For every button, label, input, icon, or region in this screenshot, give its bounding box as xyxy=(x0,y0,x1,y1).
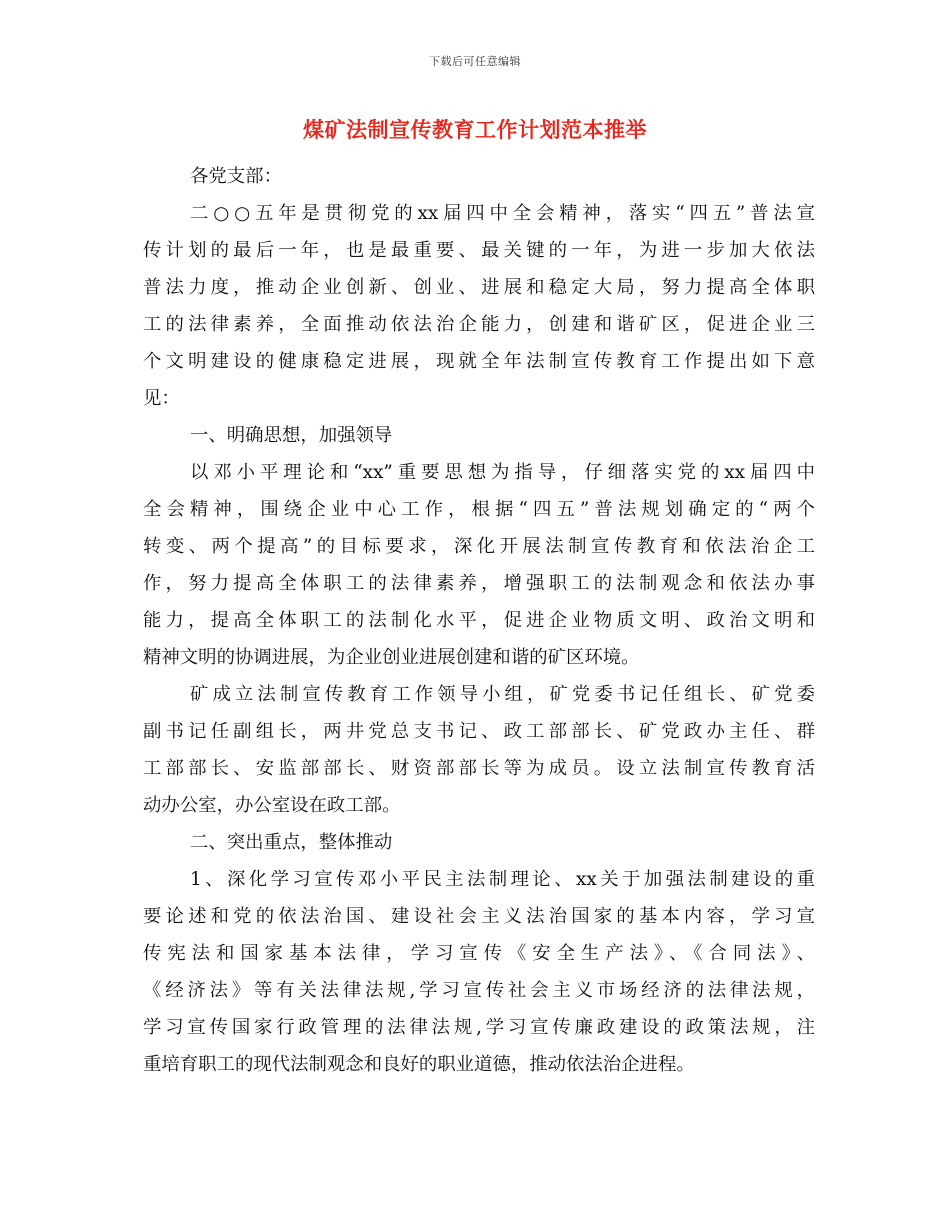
text-line: 二○○五年是贯彻党的xx届四中全会精神，落实“四五”普法宣 xyxy=(190,203,815,224)
text-line: 工部部长、安监部部长、财资部部长等为成员。设立法制宣传教育活 xyxy=(143,758,815,779)
text-line: 全会精神，围绕企业中心工作，根据“四五”普法规划确定的“两个 xyxy=(143,499,815,520)
text-line: 《经济法》等有关法律法规,学习宣传社会主义市场经济的法律法规， xyxy=(143,980,815,1001)
document-body xyxy=(143,158,815,1083)
text-line: 副书记任副组长，两井党总支书记、政工部部长、矿党政办主任、群 xyxy=(143,721,815,742)
text-line: 各党支部： xyxy=(190,166,282,187)
text-line: 1、深化学习宣传邓小平民主法制理论、xx关于加强法制建设的重 xyxy=(190,869,815,890)
text-line: 要论述和党的依法治国、建设社会主义法治国家的基本内容，学习宣 xyxy=(143,906,815,927)
document-title: 煤矿法制宣传教育工作计划范本推举 xyxy=(303,117,647,142)
text-line: 以邓小平理论和“xx”重要思想为指导，仔细落实党的xx届四中 xyxy=(190,462,815,483)
text-line: 个文明建设的健康稳定进展，现就全年法制宣传教育工作提出如下意 xyxy=(143,351,815,372)
text-line: 普法力度，推动企业创新、创业、进展和稳定大局，努力提高全体职 xyxy=(143,277,815,298)
text-line: 重培育职工的现代法制观念和良好的职业道德，推动依法治企进程。 xyxy=(143,1054,695,1075)
text-line: 二、突出重点，整体推动 xyxy=(190,832,393,853)
text-line: 传宪法和国家基本法律，学习宣传《安全生产法》、《合同法》、 xyxy=(143,943,815,964)
header-note: 下载后可任意编辑 xyxy=(429,55,521,68)
text-line: 动办公室，办公室设在政工部。 xyxy=(143,795,401,816)
text-line: 一、明确思想，加强领导 xyxy=(190,425,393,446)
text-line: 转变、两个提高”的目标要求，深化开展法制宣传教育和依法治企工 xyxy=(143,536,815,557)
text-line: 能力，提高全体职工的法制化水平，促进企业物质文明、政治文明和 xyxy=(143,610,815,631)
text-line: 工的法律素养，全面推动依法治企能力，创建和谐矿区，促进企业三 xyxy=(143,314,815,335)
text-line: 见： xyxy=(143,388,180,409)
text-line: 矿成立法制宣传教育工作领导小组，矿党委书记任组长、矿党委 xyxy=(190,684,815,705)
text-line: 精神文明的协调进展，为企业创业进展创建和谐的矿区环境。 xyxy=(143,647,640,668)
text-line: 传计划的最后一年，也是最重要、最关键的一年，为进一步加大依法 xyxy=(143,240,815,261)
text-line: 学习宣传国家行政管理的法律法规,学习宣传廉政建设的政策法规，注 xyxy=(143,1017,815,1038)
text-line: 作，努力提高全体职工的法律素养，增强职工的法制观念和依法办事 xyxy=(143,573,815,594)
